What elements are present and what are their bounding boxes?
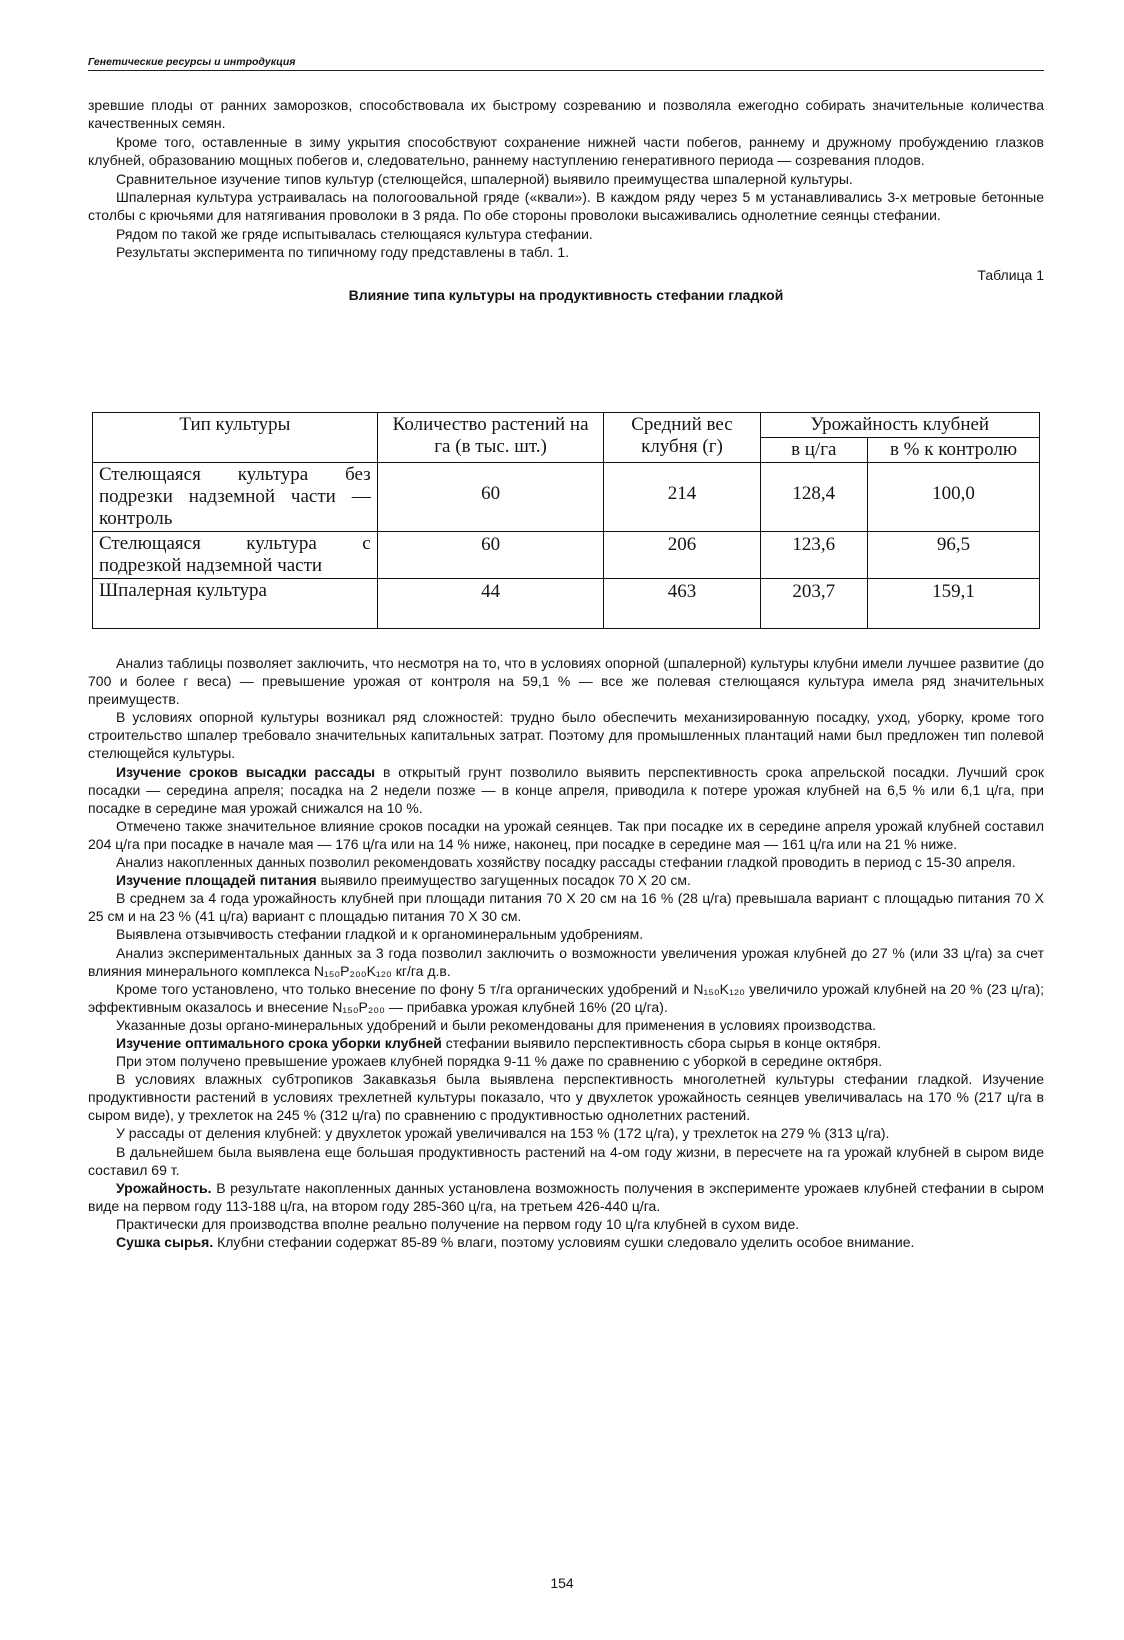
table-row <box>93 463 1040 532</box>
page-number: 154 <box>550 1575 574 1591</box>
paragraph <box>88 1070 1044 1124</box>
paragraph: Шпалерная культура устраивалась на пологоовальной гряде («квали»). В каждом ряду через 5 м устанавливались 3-х метровые бетонные столбы с крючьями для натягивания проволоки в 3 ряда. По обе стороны проволоки высаживались однолетние сеянцы стефании. <box>88 189 1044 224</box>
header-type: Тип культуры <box>93 413 378 463</box>
paragraph <box>88 708 1044 762</box>
paragraph-lead: Урожайность. <box>116 1179 212 1196</box>
paragraph-text: У рассады от деления клубней: у двухлеток урожай увеличивался на 153 % (172 ц/га), у трехлеток на 279 % (313 ц/га). <box>116 1125 890 1142</box>
paragraph-text: стефании выявило перспективность сбора сырья в конце октября. <box>441 1034 882 1051</box>
paragraph-text: В результате накопленных данных установлена возможность получения в эксперименте урожаев клубней стефании в сыром виде на первом году 113-188 ц/га, на втором году 285-360 ц/га, на третьем 426-440 ц/га. <box>88 1179 1044 1214</box>
header-weight: Средний вес клубня (г) <box>604 413 760 463</box>
paragraph <box>88 1215 1044 1233</box>
paragraph-text: При этом получено превышение урожаев клубней порядка 9-11 % даже по сравнению с уборкой в середине октября. <box>116 1053 883 1070</box>
cell-count: 44 <box>377 579 604 629</box>
paragraph <box>88 871 1044 889</box>
paragraph: Результаты эксперимента по типичному году представлены в табл. 1. <box>116 244 569 261</box>
paragraph-text: В среднем за 4 года урожайность клубней при площади питания 70 X 20 см на 16 % (28 ц/га) превышала вариант с площадью питания 70 X 25 см и на 23 % (41 ц/га) вариант с площадью питания 70 X 30 см. <box>88 890 1044 925</box>
running-header: Генетические ресурсы и интродукция <box>88 56 1044 71</box>
paragraph-text: Отмечено также значительное влияние сроков посадки на урожай сеянцев. Так при посадке их в середине апреля урожай клубней составил 204 ц/га при посадке в начале мая — 176 ц/га или на 14 % ниже, наконец, при посадке в середине мая — 161 ц/га или на 21 % ниже. <box>88 817 1044 852</box>
paragraph-text: В условиях влажных субтропиков Закавказья была выявлена перспективность многолетней культуры стефании гладкой. Изучение продуктивности растений в условиях трехлетней культуры показало, что у двухлеток урожайность сеянцев увеличивалась на 170 % (217 ц/га в сыром виде), у трехлеток на 245 % (312 ц/га) по сравнению с продуктивностью однолетних растений. <box>88 1071 1044 1124</box>
paragraph-text: В условиях опорной культуры возникал ряд сложностей: трудно было обеспечить механизированную посадку, уход, уборку, кроме того строительство шпалер требовало значительных капитальных затрат. Поэтому для промышленных плантаций нами был предложен тип полевой стелющейся культуры. <box>88 709 1044 762</box>
paragraph: зревшие плоды от ранних заморозков, способствовала их быстрому созреванию и позволяла ежегодно собирать значительные количества качественных семян. <box>88 97 1044 132</box>
paragraph <box>88 1016 1044 1034</box>
table-container <box>92 412 1040 629</box>
cell-type: Шпалерная культура <box>93 579 378 629</box>
paragraph-lead: Изучение оптимального срока уборки клубней <box>116 1034 442 1051</box>
cell-pct: 96,5 <box>868 532 1040 579</box>
cell-pct: 100,0 <box>868 463 1040 532</box>
paragraph <box>88 980 1044 1016</box>
paragraph <box>88 889 1044 925</box>
paragraph <box>88 944 1044 980</box>
paragraph-text: Указанные дозы органо-минеральных удобрений и были рекомендованы для применения в условиях производства. <box>116 1016 877 1033</box>
body-text-top <box>88 96 1044 304</box>
body-text-bottom <box>88 654 1044 1251</box>
results-table <box>92 412 1040 629</box>
paragraph-text: В дальнейшем была выявлена еще большая продуктивность растений на 4-ом году жизни, в пересчете на га урожай клубней в сыром виде составил 69 т. <box>88 1143 1044 1178</box>
table-row <box>93 579 1040 629</box>
cell-pct: 159,1 <box>868 579 1040 629</box>
cell-count: 60 <box>377 463 604 532</box>
paragraph-text: Практически для производства вполне реально получение на первом году 10 ц/га клубней в сухом виде. <box>116 1215 800 1232</box>
paragraph <box>88 925 1044 943</box>
paragraph-text: Анализ таблицы позволяет заключить, что несмотря на то, что в условиях опорной (шпалерной) культуры клубни имели лучшее развитие (до 700 и более г веса) — превышение урожая от контроля на 59,1 % — все же полевая стелющаяся культура имела ряд значительных преимуществ. <box>88 655 1044 708</box>
header-yield-cha: в ц/га <box>760 438 868 463</box>
paragraph <box>88 853 1044 871</box>
cell-type: Стелющаяся культура с подрезкой надземной части <box>93 532 378 579</box>
paragraph-lead: Сушка сырья. <box>116 1234 214 1250</box>
cell-weight: 463 <box>604 579 760 629</box>
paragraph-text: выявило преимущество загущенных посадок 70 X 20 см. <box>316 872 691 889</box>
cell-weight: 214 <box>604 463 760 532</box>
paragraph <box>88 1052 1044 1070</box>
paragraph <box>88 1179 1044 1215</box>
paragraph <box>88 1034 1044 1052</box>
paragraph <box>88 817 1044 853</box>
paragraph <box>88 1233 1044 1251</box>
paragraph <box>88 1143 1044 1179</box>
paragraph-text: Анализ экспериментальных данных за 3 года позволил заключить о возможности увеличения урожая клубней до 27 % (или 33 ц/га) за счет влияния минерального комплекса N₁₅₀P₂₀₀K₁₂₀ кг/га д.в. <box>88 944 1044 979</box>
paragraph: Рядом по такой же гряде испытывалась стелющаяся культура стефании. <box>116 225 593 242</box>
paragraph: Кроме того, оставленные в зиму укрытия способствуют сохранение нижней части побегов, раннему и дружному пробуждению глазков клубней, образованию мощных побегов и, следовательно, раннему наступлению генеративного периода — созревания плодов. <box>88 133 1044 169</box>
paragraph-text: в открытый грунт позволило выявить перспективность срока апрельской посадки. Лучший срок посадки — середина апреля; посадка на 2 недели позже — в конце апреля, приводила к потере урожая клубней на 6,5 % или 6,1 ц/га, при посадке в середине мая урожай снижался на 10 %. <box>88 763 1044 816</box>
table-title: Влияние типа культуры на продуктивность стефании гладкой <box>348 287 784 304</box>
cell-cha: 203,7 <box>760 579 868 629</box>
cell-cha: 123,6 <box>760 532 868 579</box>
table-number: Таблица 1 <box>977 266 1044 283</box>
paragraph-text: Анализ накопленных данных позволил рекомендовать хозяйству посадку рассады стефании гладкой проводить в период с 15-30 апреля. <box>116 854 1016 871</box>
cell-weight: 206 <box>604 532 760 579</box>
paragraph-text: Клубни стефании содержат 85-89 % влаги, поэтому условиям сушки следовало уделить особое внимание. <box>213 1234 915 1250</box>
paragraph <box>88 654 1044 708</box>
paragraph-lead: Изучение площадей питания <box>116 872 317 889</box>
cell-cha: 128,4 <box>760 463 868 532</box>
cell-count: 60 <box>377 532 604 579</box>
cell-type: Стелющаяся культура без подрезки надземной части — контроль <box>93 463 378 532</box>
header-yield-pct: в % к контролю <box>868 438 1040 463</box>
paragraph-lead: Изучение сроков высадки рассады <box>116 763 376 780</box>
paragraph <box>88 763 1044 817</box>
paragraph: Сравнительное изучение типов культур (стелющейся, шпалерной) выявило преимущества шпалерной культуры. <box>116 170 853 187</box>
paragraph <box>88 1124 1044 1142</box>
paragraph-text: Выявлена отзывчивость стефании гладкой и к органоминеральным удобрениям. <box>116 926 644 943</box>
header-count: Количество растений на га (в тыс. шт.) <box>377 413 604 463</box>
header-yield: Урожайность клубней <box>760 413 1040 438</box>
paragraph-text: Кроме того установлено, что только внесение по фону 5 т/га органических удобрений и N₁₅₀K₁₂₀ увеличило урожай клубней на 20 % (23 ц/га); эффективным оказалось и внесение N₁₅₀P₂₀₀ — прибавка урожая клубней 16% (20 ц/га). <box>88 980 1044 1015</box>
table-row <box>93 532 1040 579</box>
